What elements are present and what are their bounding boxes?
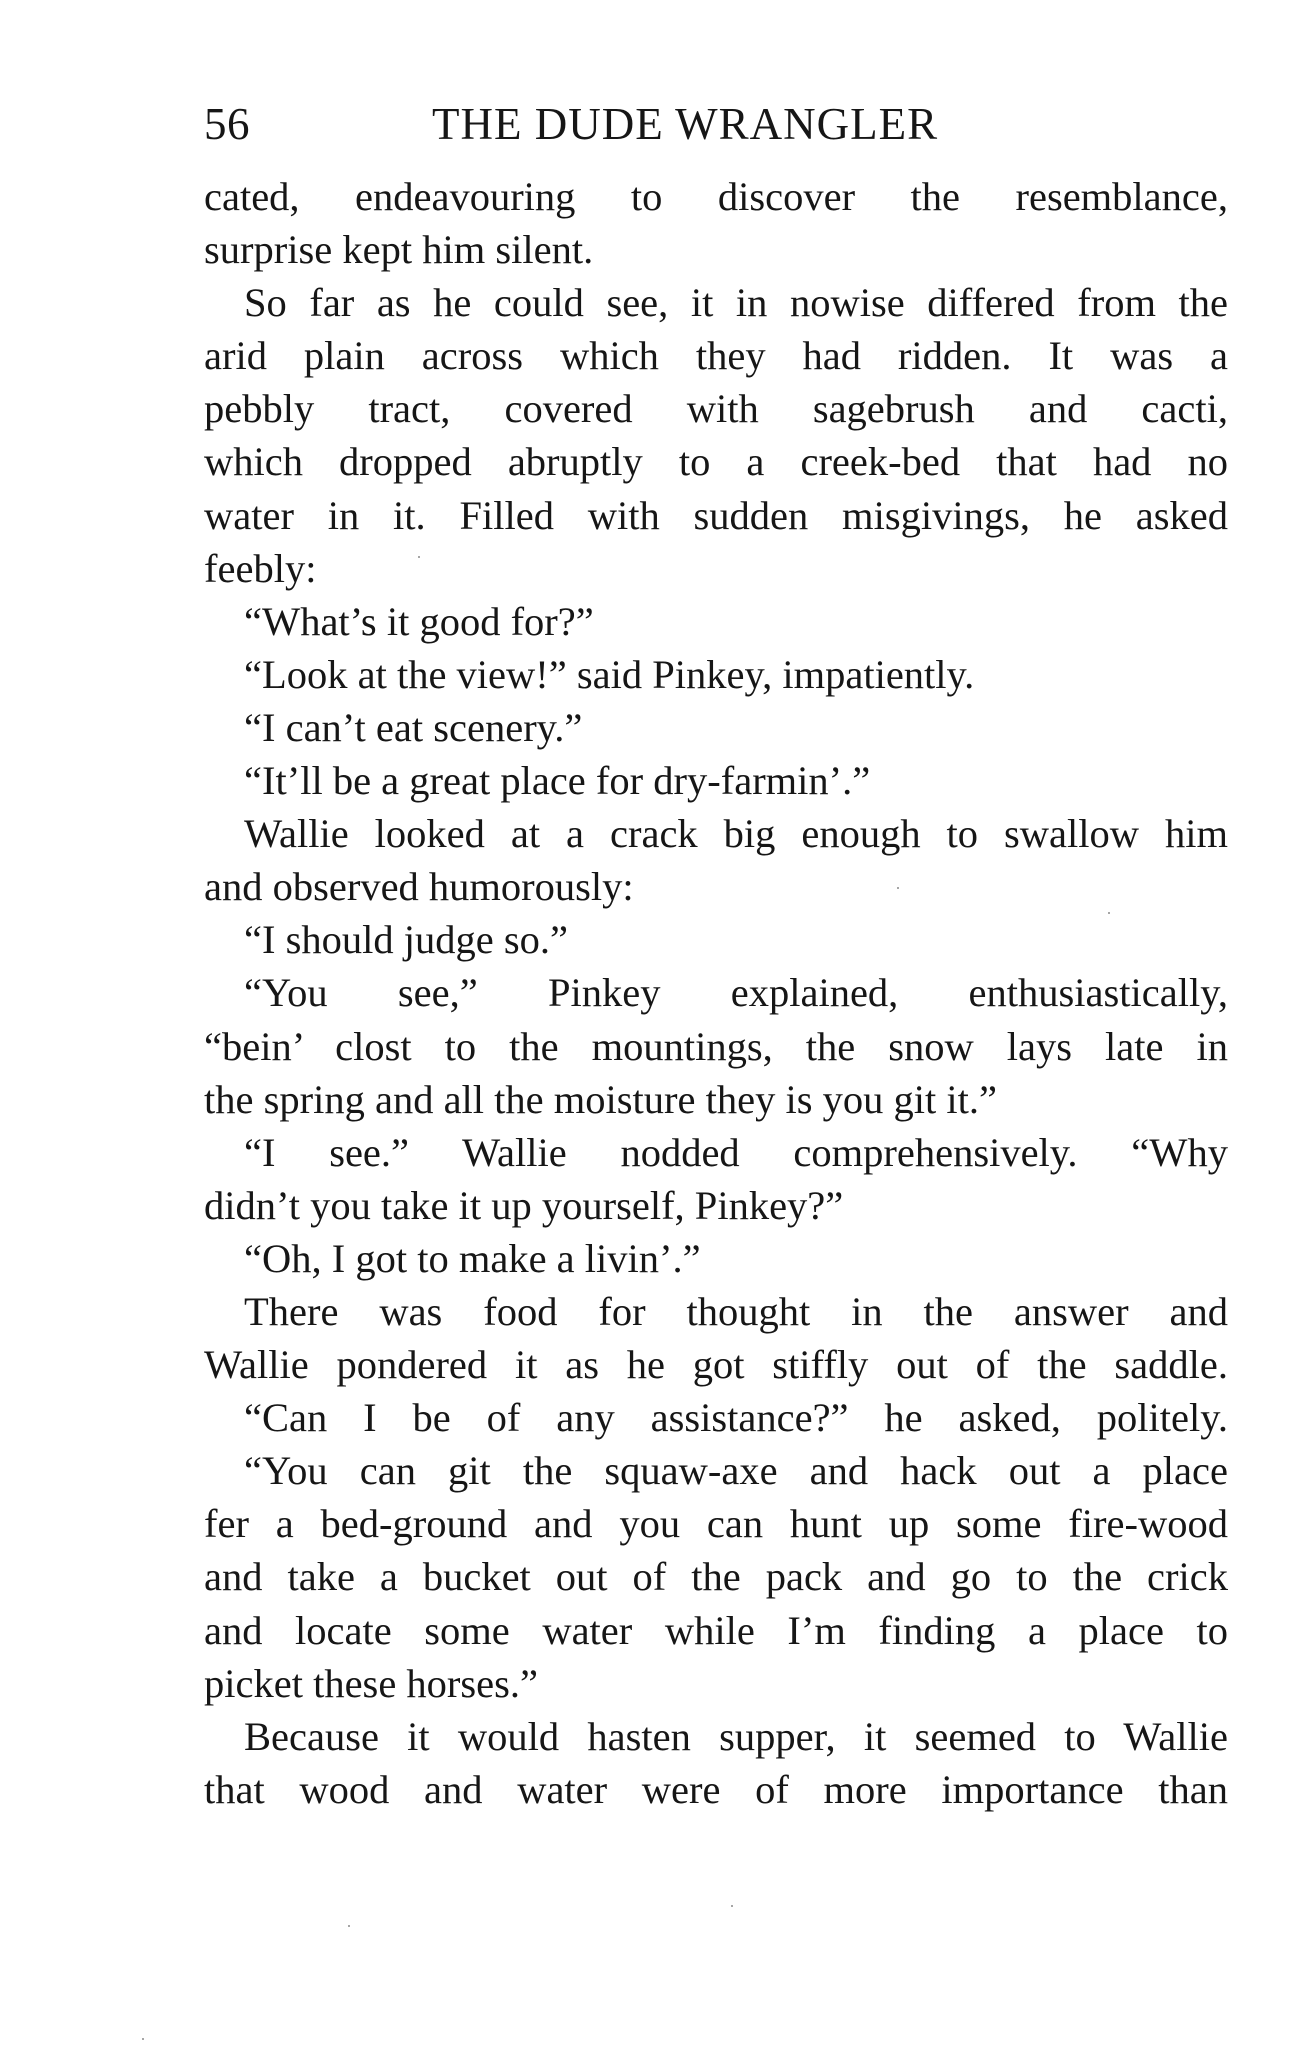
text-line: fer a bed-ground and you can hunt up some fire-wood [204, 1501, 1228, 1547]
paper-speck [142, 2038, 144, 2040]
text-line: the spring and all the moisture they is you git it.” [204, 1076, 997, 1122]
text-line: “bein’ clost to the mountings, the snow lays late in [204, 1023, 1228, 1069]
paper-speck [1108, 912, 1110, 914]
text-line: Wallie pondered it as he got stiffly out of the saddle. [204, 1342, 1228, 1388]
text-line: “Look at the view!” said Pinkey, impatiently. [244, 651, 975, 697]
text-line: “I see.” Wallie nodded comprehensively. “Why [244, 1129, 1228, 1175]
text-line: So far as he could see, it in nowise differed from the [244, 280, 1228, 326]
text-line: Wallie looked at a crack big enough to swallow him [244, 811, 1228, 857]
text-line: “I can’t eat scenery.” [244, 704, 583, 750]
paper-speck [897, 887, 899, 889]
running-title: THE DUDE WRANGLER [432, 99, 939, 149]
page-number: 56 [204, 99, 250, 149]
page-header [204, 94, 1228, 154]
paper-speck [348, 1925, 350, 1927]
paper-speck [418, 556, 420, 558]
text-line: didn’t you take it up yourself, Pinkey?” [204, 1182, 844, 1228]
text-line: There was food for thought in the answer and [244, 1288, 1228, 1334]
text-line: “What’s it good for?” [244, 598, 594, 644]
text-line: pebbly tract, covered with sagebrush and cacti, [204, 386, 1228, 432]
body-text [204, 170, 1228, 1816]
text-line: and observed humorously: [204, 864, 634, 910]
text-line: feebly: [204, 545, 317, 591]
text-line: “I should judge so.” [244, 917, 568, 963]
text-line: “You see,” Pinkey explained, enthusiastically, [244, 970, 1228, 1016]
text-line: and take a bucket out of the pack and go to the crick [204, 1554, 1228, 1600]
text-line: cated, endeavouring to discover the resemblance, [204, 174, 1228, 219]
text-line: “Can I be of any assistance?” he asked, politely. [244, 1395, 1228, 1441]
text-line: “You can git the squaw-axe and hack out a place [244, 1448, 1228, 1494]
paper-speck [731, 1905, 733, 1907]
text-line: arid plain across which they had ridden. It was a [204, 333, 1228, 379]
text-line: “It’ll be a great place for dry-farmin’.” [244, 758, 871, 804]
text-line: Because it would hasten supper, it seemed to Wallie [244, 1713, 1228, 1759]
text-line: which dropped abruptly to a creek-bed that had no [204, 439, 1228, 485]
text-line: picket these horses.” [204, 1660, 539, 1706]
text-line: that wood and water were of more importance than [204, 1766, 1228, 1812]
text-line: surprise kept him silent. [204, 227, 594, 273]
text-line: water in it. Filled with sudden misgivings, he asked [204, 492, 1228, 538]
text-line: and locate some water while I’m finding a place to [204, 1607, 1228, 1653]
text-line: “Oh, I got to make a livin’.” [244, 1235, 701, 1281]
